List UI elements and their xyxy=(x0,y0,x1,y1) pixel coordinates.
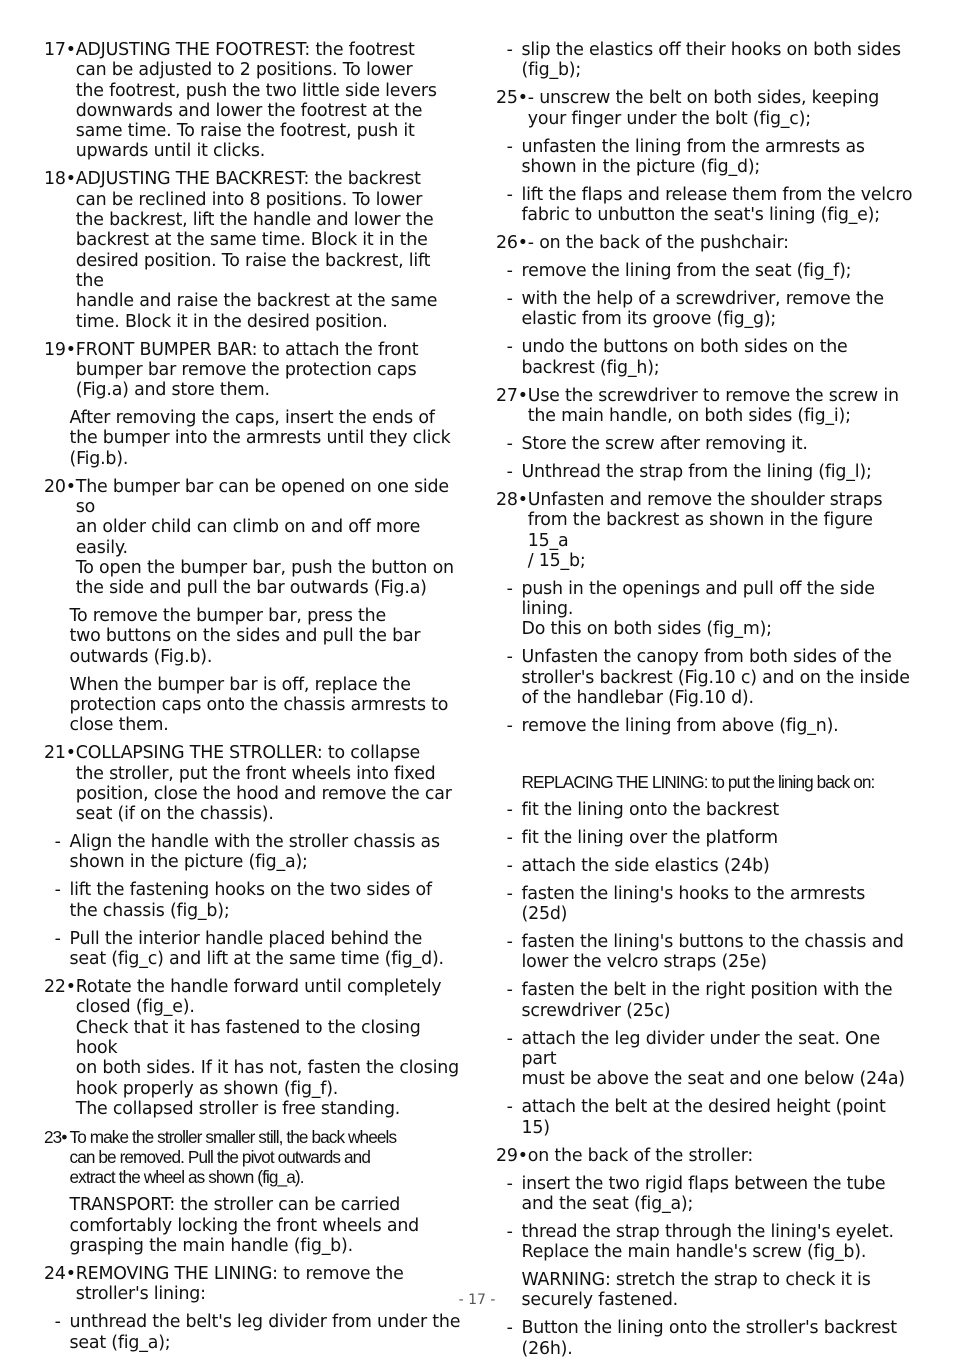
instruction-item xyxy=(496,716,914,736)
instruction-item xyxy=(44,743,462,824)
instruction-item xyxy=(44,169,462,331)
item-label: - xyxy=(44,928,61,949)
instruction-item xyxy=(496,233,914,253)
item-text: remove the lining from the seat (fig_f); xyxy=(521,261,852,282)
instruction-item xyxy=(496,1146,914,1166)
item-label: 17• xyxy=(44,40,76,60)
instruction-item xyxy=(44,1312,462,1353)
item-text: lift the flaps and release them from the velcro fabric to unbutton the seat's lining (fig_e); xyxy=(521,184,913,226)
item-text: undo the buttons on both sides on the backrest (fig_h); xyxy=(521,337,848,378)
item-text: remove the lining from above (fig_n). xyxy=(521,715,839,736)
instruction-item xyxy=(496,828,914,848)
item-label: - xyxy=(496,1028,513,1049)
instruction-item xyxy=(44,929,462,970)
item-text: slip the elastics off their hooks on both sides (fig_b); xyxy=(521,40,901,81)
item-label: 27• xyxy=(496,385,528,406)
instruction-item xyxy=(44,880,462,921)
instruction-item xyxy=(44,408,462,469)
instruction-item xyxy=(496,337,914,378)
item-text: ADJUSTING THE BACKREST: the backrest can be reclined into 8 positions. To lower the backrest, lift the handle and lower the backrest at the same time. Block it in the desired position. To raise the backrest, lift the handle and raise the backrest at the same time. Block it in the desired position. xyxy=(75,169,438,332)
item-label: - xyxy=(496,578,513,599)
item-label: - xyxy=(44,1312,61,1333)
instruction-item xyxy=(496,185,914,226)
instruction-item xyxy=(44,1127,462,1188)
instruction-item xyxy=(44,1195,462,1256)
item-label: - xyxy=(496,136,513,157)
item-text: insert the two rigid flaps between the tube and the seat (fig_a); xyxy=(521,1173,886,1214)
item-label: 28• xyxy=(496,489,528,510)
item-text: The bumper bar can be opened on one side so an older child can climb on and off more easily. To open the bumper bar, push the button on the side and pull the bar outwards (Fig.a) xyxy=(75,476,454,599)
item-label: - xyxy=(496,980,513,1001)
item-label: - xyxy=(496,184,513,205)
instruction-item xyxy=(496,1097,914,1138)
instruction-item xyxy=(496,856,914,876)
instruction-item xyxy=(496,386,914,427)
item-label: - xyxy=(496,1097,513,1118)
item-label: 24• xyxy=(44,1263,76,1284)
item-text: When the bumper bar is off, replace the protection caps onto the chassis armrests to close them. xyxy=(69,674,449,736)
item-label: - xyxy=(44,832,61,853)
item-label: - xyxy=(496,1173,513,1194)
instruction-item xyxy=(496,88,914,129)
item-text: WARNING: stretch the strap to check it is securely fastened. xyxy=(521,1270,871,1311)
item-text: on the back of the stroller: xyxy=(527,1145,754,1166)
item-text: - unscrew the belt on both sides, keeping your finger under the bolt (fig_c); xyxy=(527,88,880,129)
item-text: Use the screwdriver to remove the screw in the main handle, on both sides (fig_i); xyxy=(527,385,899,426)
item-label: - xyxy=(496,289,513,310)
instruction-item xyxy=(496,932,914,973)
item-label: - xyxy=(496,261,513,282)
item-label xyxy=(44,675,70,736)
instruction-item xyxy=(496,647,914,708)
item-text: Pull the interior handle placed behind the seat (fig_c) and lift at the same time (fig_d). xyxy=(69,928,444,970)
instruction-item xyxy=(44,977,462,1119)
item-label: - xyxy=(496,855,513,876)
instruction-item xyxy=(44,832,462,873)
instruction-item xyxy=(496,490,914,571)
item-label: 29• xyxy=(496,1145,528,1166)
item-text: REMOVING THE LINING: to remove the stroller's lining: xyxy=(75,1263,404,1305)
item-label: - xyxy=(496,337,513,358)
right-column xyxy=(496,40,914,1367)
item-text: REPLACING THE LINING: to put the lining back on: xyxy=(521,771,875,792)
instruction-item xyxy=(496,772,914,792)
item-text: lift the fastening hooks on the two sides of the chassis (fig_b); xyxy=(69,880,432,921)
instruction-item xyxy=(44,477,462,599)
instruction-item xyxy=(44,340,462,401)
instruction-item xyxy=(44,675,462,736)
item-label: - xyxy=(496,461,513,482)
item-text: fasten the lining's buttons to the chassis and lower the velcro straps (25e) xyxy=(521,932,904,973)
item-label: 25• xyxy=(496,88,528,109)
instruction-item xyxy=(496,1029,914,1090)
item-text: Store the screw after removing it. xyxy=(521,433,808,454)
item-text: Unfasten the canopy from both sides of the stroller's backrest (Fig.10 c) and on the inside of the handlebar (Fig.10 d). xyxy=(521,647,910,708)
instruction-item xyxy=(496,1222,914,1263)
item-text: attach the side elastics (24b) xyxy=(521,855,770,876)
instruction-item xyxy=(44,40,462,162)
item-text: Unthread the strap from the lining (fig_l); xyxy=(521,461,872,482)
item-label: - xyxy=(44,880,61,901)
item-text: To make the stroller smaller still, the back wheels can be removed. Pull the pivot outwards and extract the wheel as shown (fig_a). xyxy=(69,1126,397,1188)
item-text: unthread the belt's leg divider from under the seat (fig_a); xyxy=(69,1312,461,1353)
item-label: - xyxy=(496,1221,513,1242)
item-text: unfasten the lining from the armrests as shown in the picture (fig_d); xyxy=(521,136,865,177)
item-label: 21• xyxy=(44,743,76,764)
item-text: fit the lining over the platform xyxy=(521,827,778,848)
instruction-item xyxy=(496,884,914,925)
instruction-item xyxy=(496,1174,914,1215)
instruction-item xyxy=(496,289,914,330)
item-label xyxy=(44,606,70,667)
instruction-item xyxy=(496,1318,914,1359)
item-label: - xyxy=(496,715,513,736)
instruction-item xyxy=(496,579,914,640)
item-text: - on the back of the pushchair: xyxy=(527,233,789,254)
instruction-item xyxy=(496,40,914,81)
instruction-item xyxy=(496,434,914,454)
item-text: fasten the lining's hooks to the armrests (25d) xyxy=(521,883,866,925)
item-text: attach the belt at the desired height (point 15) xyxy=(521,1097,886,1138)
item-label: - xyxy=(496,1318,513,1339)
section-spacer xyxy=(496,744,914,772)
item-label xyxy=(44,1195,70,1256)
item-text: thread the strap through the lining's eyelet. Replace the main handle's screw (fig_b). xyxy=(521,1221,894,1263)
item-text: Rotate the handle forward until completely closed (fig_e). Check that it has fastened to the closing hook on both sides. If it has not, fasten the closing hook properly as shown (fig_f). The collapsed stroller is free standing. xyxy=(75,977,459,1119)
item-text: ADJUSTING THE FOOTREST: the footrest can be adjusted to 2 positions. To lower the footrest, push the two little side levers downwards and lower the footrest at the same time. To raise the footrest, push it upwards until it clicks. xyxy=(75,40,437,162)
item-label xyxy=(496,772,522,792)
instruction-item xyxy=(496,261,914,281)
item-text: Align the handle with the stroller chassis as shown in the picture (fig_a); xyxy=(69,832,440,873)
item-text: Unfasten and remove the shoulder straps from the backrest as shown in the figure 15_a / 15_b; xyxy=(527,489,883,571)
instruction-item xyxy=(44,606,462,667)
item-text: with the help of a screwdriver, remove the elastic from its groove (fig_g); xyxy=(521,289,884,330)
left-column xyxy=(44,40,462,1361)
item-text: fit the lining onto the backrest xyxy=(521,799,779,820)
item-label xyxy=(44,408,70,469)
instruction-item xyxy=(496,462,914,482)
item-label: - xyxy=(496,827,513,848)
instruction-item xyxy=(496,800,914,820)
item-label: - xyxy=(496,932,513,953)
item-text: Button the lining onto the stroller's backrest (26h). xyxy=(521,1318,897,1359)
instruction-item xyxy=(496,137,914,178)
item-text: push in the openings and pull off the side lining. Do this on both sides (fig_m); xyxy=(521,578,875,640)
item-text: COLLAPSING THE STROLLER: to collapse the stroller, put the front wheels into fixed position, close the hood and remove the car seat (if on the chassis). xyxy=(75,743,452,825)
item-label: - xyxy=(496,883,513,904)
instruction-item xyxy=(496,980,914,1021)
item-text: TRANSPORT: the stroller can be carried comfortably locking the front wheels and grasping the main handle (fig_b). xyxy=(69,1195,419,1256)
page-number: - 17 - xyxy=(458,1292,496,1308)
item-label: 20• xyxy=(44,476,76,497)
item-label: 23• xyxy=(44,1126,67,1147)
item-text: fasten the belt in the right position with the screwdriver (25c) xyxy=(521,980,893,1021)
item-label: 19• xyxy=(44,339,76,360)
item-text: FRONT BUMPER BAR: to attach the front bumper bar remove the protection caps (Fig.a) and store them. xyxy=(75,339,419,401)
item-label: 18• xyxy=(44,169,76,190)
item-text: After removing the caps, insert the ends of the bumper into the armrests until they click (Fig.b). xyxy=(69,408,451,469)
item-label: - xyxy=(496,433,513,454)
item-label: 22• xyxy=(44,977,76,998)
item-label: - xyxy=(496,799,513,820)
item-label: - xyxy=(496,647,513,668)
item-label: 26• xyxy=(496,233,528,254)
item-text: To remove the bumper bar, press the two buttons on the sides and pull the bar outwards (Fig.b). xyxy=(69,606,421,667)
item-text: attach the leg divider under the seat. One part must be above the seat and one below (24a) xyxy=(521,1028,905,1090)
item-label: - xyxy=(496,40,513,60)
